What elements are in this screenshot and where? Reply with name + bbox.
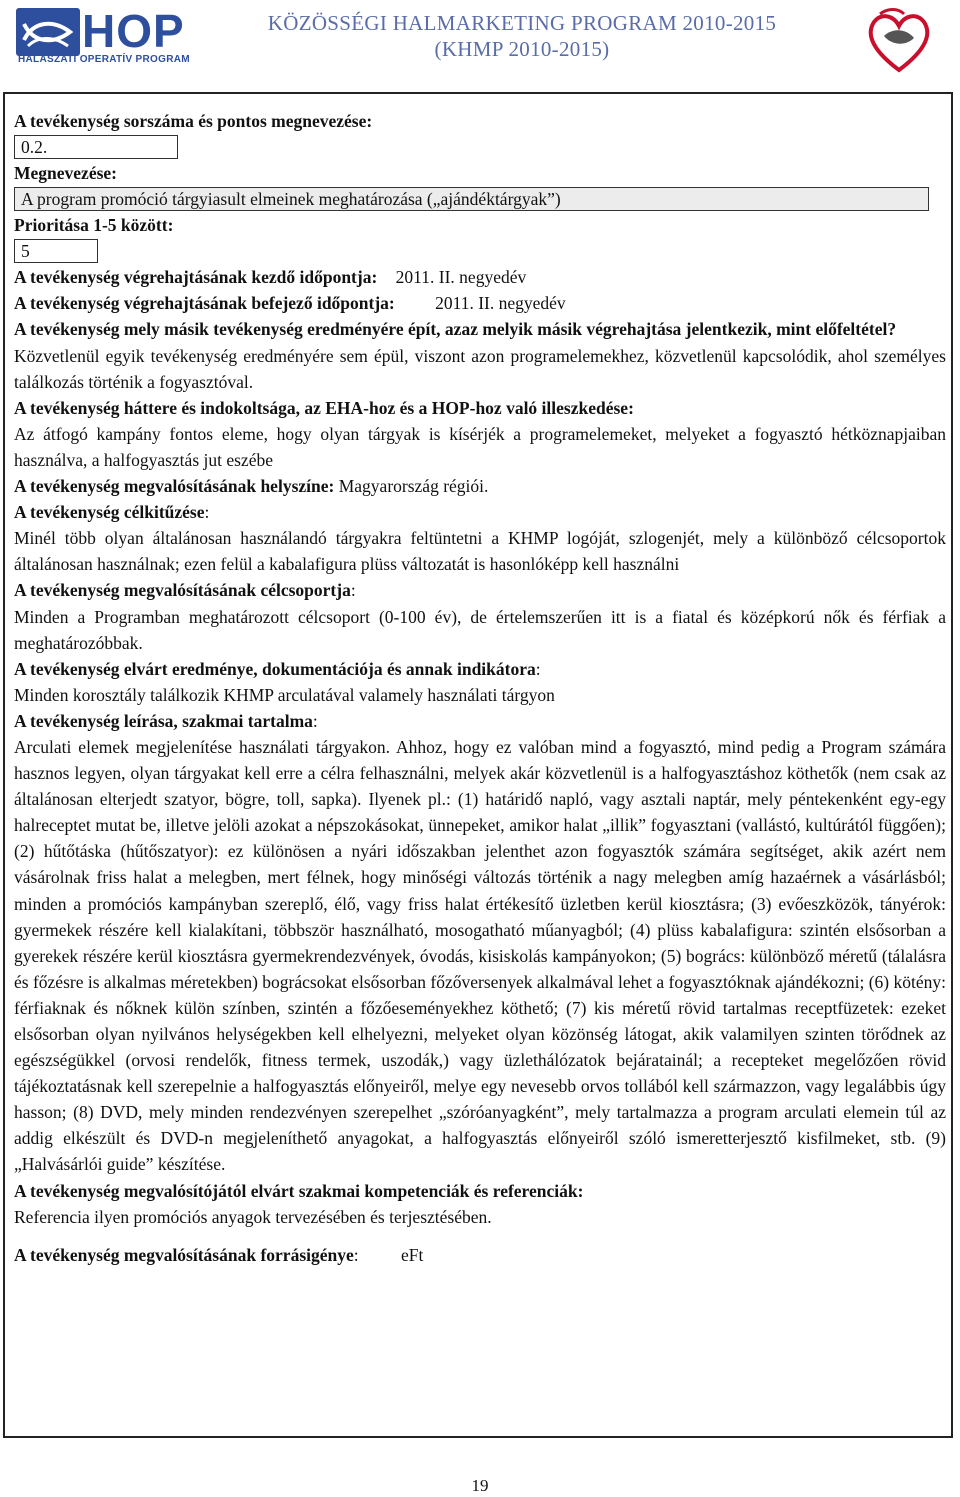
label-dependency: A tevékenység mely másik tevékenység eredményére épít, azaz melyik másik végrehajtása jelentkezik, mint előfeltétel? [14,319,897,340]
heart-fish-logo [862,6,936,76]
description-text: Arculati elemek megjelenítése használati tárgyakon. Ahhoz, hogy ez valóban mind a fogyasztó, mind pedig a Program számára hasznos legyen, olyan tárgyakat kell erre a célra felhasználni, melyek akár közvetlenül is a halfogyasztáshoz köthetők (nem csak az általánosan elterjedt szatyor, bögre, toll, sapka). Ilyenek pl.: (1) határidő napló, vagy asztali naptár, mely péntekenként egy-egy halreceptet mutat be, illetve jelöli azokat a népszokásokat, ünnepeket, amikor halat „illik” fogyasztani (vallástó, kultúrától függően); (2) hűtőtáska (hűtőszatyor): ez különösen a nyári időszakban jelenthet azon fogyasztók számára segítséget, akik azért nem vásárolnak friss halat a melegben, mert félnek, hogy minőségi változás történik a nagy melegben amíg hazaérnek a vásárlásból; minden a promóciós kampányban szereplő, élő, vagy friss halat értékesítő üzletben kerül kiosztásra; (3) evőeszközök, tányérok: gyermekek részére kell kialakítani, többször használható, mosogatható műanyagból; (4) plüss kabalafigura: szintén elsősorban a gyerekek részére kerül kiosztásra gyermekrendezvények, óvodás, kisiskolás kampányokon; (5) bogrács: különböző méretű (tálalásra és főzésre is alkalmas méretekben) bográcsokat elsősorban főzőversenyek alkalmával lehet a fogyasztóknak ajándékozni; (6) kötény: férfiaknak és nőknek külön színben, szintén a főzőeseményekhez köthető; (7) kis méretű rövid tartalmas receptfüzetek: ezeket elsősorban olyan nyilvános helységekben kell elhelyezni, melyeket olyan közönség látogat, akik valamilyen szinten törődnek az egészségükkel (orvosi rendelők, fitness termek, uszodák,) vagy üzlethálózatok bejáratainál; a recepteket megelőzően rövid tájékoztatásnak kell szerepelnie a halfogyasztás előnyeiről, melye egy nevesebb orvos tollából kell származzon, vagy legalábbis úgy hasson; (8) DVD, mely minden rendezvényen szerepelhet „szóróanyagként”, mely tartalmazza a program arculati elemein túl az addig elkészült és DVD-n megjeleníthető anyagokat, a halfogyasztás előnyeiről szóló ismeretterjesztő kisfilmeket, stb. (9) „Halvásárlói guide” készítése. [14,736,946,1175]
funding-value: eFt [401,1244,424,1265]
label-goal: A tevékenység célkitűzése [14,502,205,523]
label-start: A tevékenység végrehajtásának kezdő időpontja: [14,267,378,288]
target-text: Minden a Programban meghatározott célcsoport (0-100 év), de értelemszerűen itt is a fiatal és középkorú nők és férfiak a meghatározóbbak. [14,606,946,653]
label-end: A tevékenység végrehajtásának befejező időpontja: [14,293,395,314]
result-text: Minden korosztály találkozik KHMP arculatával valamely használati tárgyon [14,684,555,705]
label-name: Megnevezése: [14,163,117,184]
hop-logo-text: HOP [82,5,185,57]
hop-logo-subtitle: HALÁSZATI OPERATÍV PROGRAM [18,54,190,65]
activity-form: A tevékenység sorszáma és pontos megnevezése: 0.2. Megnevezése: A program promóció tárgyiasult elmeinek meghatározása („ajándéktárgyak”) Prioritása 1-5 között: 5 A tevékenység végrehajtásának kezdő időpontja: 2011. II. negyedév A tevékenység végrehajtásának befejező időpontja: 2011. II. negyedév A tevékenység mely másik tevékenység eredményére épít, azaz melyik másik végrehajtása jelentkezik, mint előfeltétel? Közvetlenül egyik tevékenység eredményére sem épül, viszont azon programelemekhez, közvetlenül kapcsolódik, ahol személyes találkozás történik a fogyasztóval. A tevékenység háttere és indokoltsága, az EHA-hoz és a HOP-hoz való illeszkedése: Az átfogó kampány fontos eleme, hogy olyan tárgyak is kísérjék a programelemeket, melyeket a fogyasztó hétköznapjaiban használva, a halfogyasztás jut eszébe A tevékenység megvalósításának helyszíne: Magyarország régiói. A tevékenység célkitűzése: Minél több olyan általánosan használandó tárgyakra feltüntetni a KHMP logóját, szlogenjét, mely a különböző célcsoportok általánosan használnak; ezen felül a kabalafigura plüss változatát is hasonlóképp kell használni A tevékenység megvalósításának célcsoportja: Minden a Programban meghatározott célcsoport (0-100 év), de értelemszerűen itt is a fiatal és középkorú nők és férfiak a meghatározóbbak. A tevékenység elvárt eredménye, dokumentációja és annak indikátora: Minden korosztály találkozik KHMP arculatával valamely használati tárgyon A tevékenység leírása, szakmai tartalma: Arculati elemek megjelenítése használati tárgyakon. Ahhoz, hogy ez valóban mind a fogyasztó, mind pedig a Program számára hasznos legyen, olyan tárgyakat kell erre a célra felhasználni, melyek akár közvetlenül is a halfogyasztáshoz köthetők (nem csak az általánosan elterjedt szatyor, bögre, toll, sapka). Ilyenek pl.: (1) határidő napló, vagy asztali naptár, mely péntekenként egy-egy halreceptet mutat be, illetve jelöli azokat a népszokásokat, ünnepeket, amikor halat „illik” fogyasztani (vallástó, kultúrától függően); (2) hűtőtáska (hűtőszatyor): ez különösen a nyári időszakban jelenthet azon fogyasztók számára segítséget, akik azért nem vásárolnak friss halat a melegben, mert félnek, hogy minőségi változás történik a nagy melegben amíg hazaérnek a vásárlásból; minden a promóciós kampányban szereplő, élő, vagy friss halat értékesítő üzletben kerül kiosztásra; (3) evőeszközök, tányérok: gyermekek részére kell kialakítani, többször használható, mosogatható műanyagból; (4) plüss kabalafigura: szintén elsősorban a gyerekek részére kerül kiosztásra gyermekrendezvények, óvodás, kisiskolás kampányokon; (5) bogrács: különböző méretű (tálalásra és főzésre is alkalmas méretekben) bográcsokat elsősorban főzőversenyek alkalmával lehet a fogyasztóknak ajándékozni; (6) kötény: férfiaknak és nőknek külön színben, szintén a főzőeseményekhez köthető; (7) kis méretű rövid tartalmas receptfüzetek: ezeket elsősorban olyan nyilvános helységekben kell elhelyezni, melyeket olyan közönség látogat, akik valamilyen szinten törődnek az egészségükkel (orvosi rendelők, fitness termek, uszodák,) vagy üzlethálózatok bejáratainál; a recepteket megelőzően rövid tájékoztatásnak kell szerepelnie a halfogyasztás előnyeiről, melye egy nevesebb orvos tollából kell származzon, vagy legalábbis úgy hasson; (8) DVD, mely minden rendezvényen szerepelhet „szóróanyagként”, mely tartalmazza a program arculati elemein túl az addig elkészült és DVD-n megjeleníthető anyagokat, a halfogyasztás előnyeiről szóló ismeretterjesztő kisfilmeket, stb. (9) „Halvásárlói guide” készítése. A tevékenység megvalósítójától elvárt szakmai kompetenciák és referenciák: Referencia ilyen promóciós anyagok tervezésében és terjesztésében. A tevékenység megvalósításának forrásigénye: eFt [14,108,946,1268]
label-funding: A tevékenység megvalósításának forrásigénye [14,1244,354,1265]
page-header [0,0,960,90]
program-title-line1: KÖZÖSSÉGI HALMARKETING PROGRAM 2010-2015 [267,11,777,35]
label-description: A tevékenység leírása, szakmai tartalma [14,710,313,731]
label-target: A tevékenység megvalósításának célcsoportja [14,580,351,601]
goal-text: Minél több olyan általánosan használandó tárgyakra feltüntetni a KHMP logóját, szlogenjét, mely a különböző célcsoportok általánosan használnak; ezen felül a kabalafigura plüss változatát is hasonlóképp kell használni [14,528,946,575]
program-title-line2: (KHMP 2010-2015) [434,37,610,61]
priority-field: 5 [14,239,98,263]
heart-logo-icon [862,6,936,76]
activity-number-field: 0.2. [14,135,178,159]
label-result: A tevékenység elvárt eredménye, dokumentációja és annak indikátora [14,658,536,679]
location-value: Magyarország régiói. [338,476,489,497]
label-number: A tevékenység sorszáma és pontos megnevezése: [14,111,373,131]
label-location: A tevékenység megvalósításának helyszíne: [14,476,335,497]
label-competence: A tevékenység megvalósítójától elvárt szakmai kompetenciák és referenciák: [14,1180,584,1201]
background-text: Az átfogó kampány fontos eleme, hogy olyan tárgyak is kísérjék a programelemeket, melyeket a fogyasztó hétköznapjaiban használva, a halfogyasztás jut eszébe [14,423,946,470]
fish-emblem-icon [14,6,84,58]
start-value: 2011. II. negyedév [395,267,527,288]
dependency-text: Közvetlenül egyik tevékenység eredményére sem épül, viszont azon programelemekhez, közvetlenül kapcsolódik, ahol személyes találkozás történik a fogyasztóval. [14,345,946,392]
page-number: 19 [471,1476,489,1495]
program-title [232,10,812,62]
activity-name-field: A program promóció tárgyiasult elmeinek meghatározása („ajándéktárgyak”) [14,187,929,211]
competence-text: Referencia ilyen promóciós anyagok tervezésében és terjesztésében. [14,1206,492,1227]
end-value: 2011. II. negyedév [435,293,566,314]
label-background: A tevékenység háttere és indokoltsága, az EHA-hoz és a HOP-hoz való illeszkedése: [14,397,634,418]
label-priority: Prioritása 1-5 között: [14,215,174,236]
